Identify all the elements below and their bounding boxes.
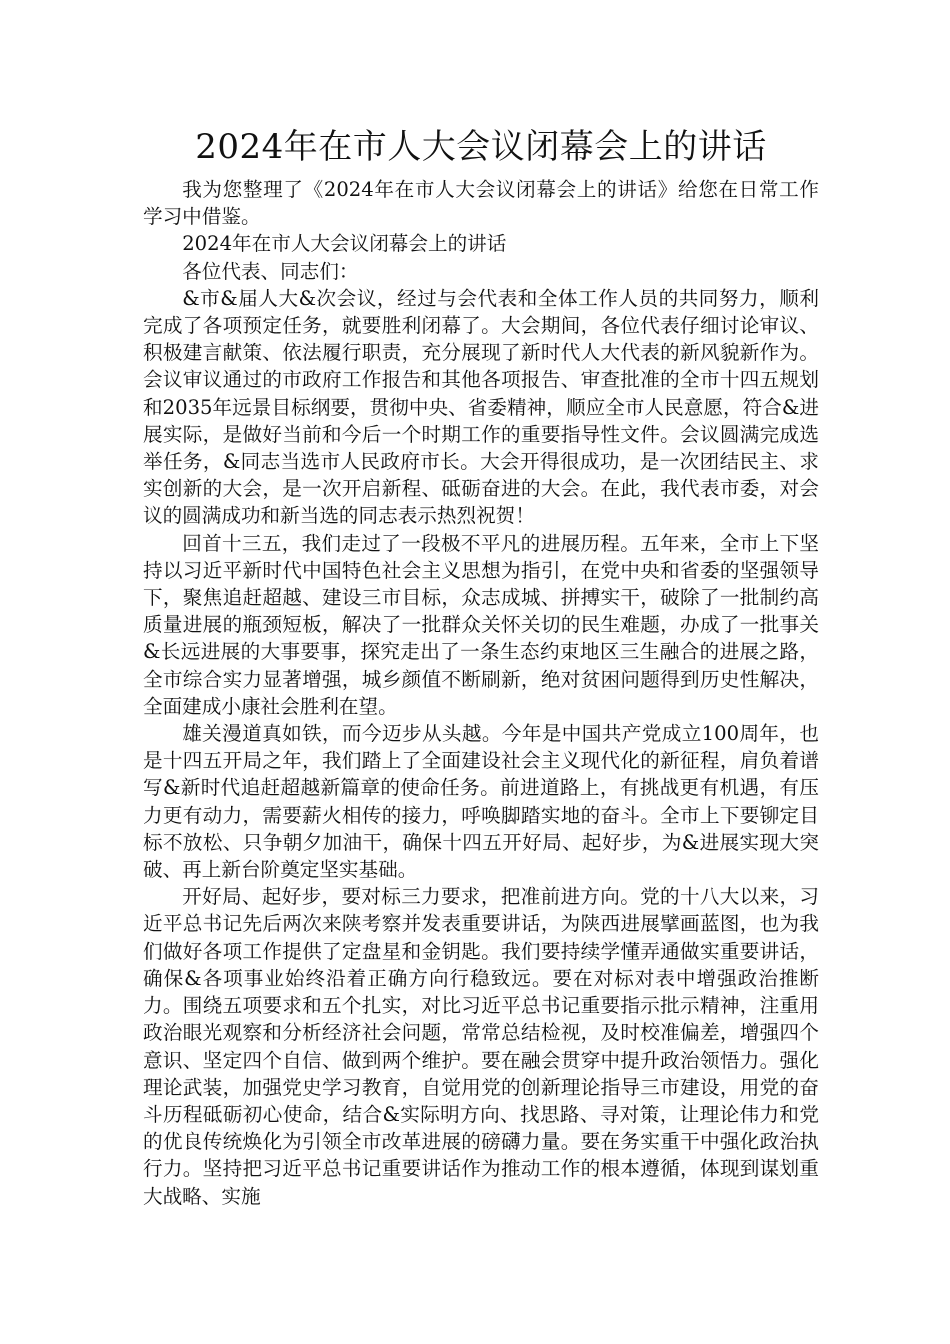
body-paragraph-3: 雄关漫道真如铁，而今迈步从头越。今年是中国共产党成立100周年，也是十四五开局之年，我们踏上了全面建设社会主义现代化的新征程，肩负着谱写&新时代追赶超越新篇章的使命任务。前进道路上，有挑战更有机遇，有压力更有动力，需要薪火相传的接力，呼唤脚踏实地的奋斗。全市上下要铆定目标不放松、只争朝夕加油干，确保十四五开好局、起好步，为&进展实现大突破、再上新台阶奠定坚实基础。 (143, 722, 819, 882)
greeting-line: 各位代表、同志们： (182, 259, 359, 283)
body-paragraph-4: 开好局、起好步，要对标三力要求，把准前进方向。党的十八大以来，习近平总书记先后两次来陕考察并发表重要讲话，为陕西进展擘画蓝图，也为我们做好各项工作提供了定盘星和金钥匙。我们要持续学懂弄通做实重要讲话，确保&各项事业始终沿着正确方向行稳致远。要在对标对表中增强政治推断力。围绕五项要求和五个扎实，对比习近平总书记重要指示批示精神，注重用政治眼光观察和分析经济社会问题，常常总结检视，及时校准偏差，增强四个意识、坚定四个自信、做到两个维护。要在融会贯穿中提升政治领悟力。强化理论武装，加强党史学习教育，自觉用党的创新理论指导三市建设，用党的奋斗历程砥砺初心使命，结合&实际明方向、找思路、寻对策，让理论伟力和党的优良传统焕化为引领全市改革进展的磅礴力量。要在务实重干中强化政治执行力。坚持把习近平总书记重要讲话作为推动工作的根本遵循，体现到谋划重大战略、实施 (143, 885, 819, 1208)
intro-paragraph: 我为您整理了《2024年在市人大会议闭幕会上的讲话》给您在日常工作学习中借鉴。 (143, 178, 819, 229)
document-title: 2024年在市人大会议闭幕会上的讲话 (195, 127, 767, 167)
body-paragraph-2: 回首十三五，我们走过了一段极不平凡的进展历程。五年来，全市上下坚持以习近平新时代中国特色社会主义思想为指引，在党中央和省委的坚强领导下，聚焦追赶超越、建设三市目标，众志成城、拼搏实干，破除了一批制约高质量进展的瓶颈短板，解决了一批群众关怀关切的民生难题，办成了一批事关&长远进展的大事要事，探究走出了一条生态约束地区三生融合的进展之路，全市综合实力显著增强，城乡颜值不断刷新，绝对贫困问题得到历史性解决，全面建成小康社会胜利在望。 (143, 531, 819, 718)
document-page (143, 122, 819, 1210)
body-paragraph-1: &市&届人大&次会议，经过与会代表和全体工作人员的共同努力，顺利完成了各项预定任务，就要胜利闭幕了。大会期间，各位代表仔细讨论审议、积极建言献策、依法履行职责，充分展现了新时代人大代表的新风貌新作为。会议审议通过的市政府工作报告和其他各项报告、审查批准的全市十四五规划和2035年远景目标纲要，贯彻中央、省委精神，顺应全市人民意愿，符合&进展实际，是做好当前和今后一个时期工作的重要指导性文件。会议圆满完成选举任务，&同志当选市人民政府市长。大会开得很成功，是一次团结民主、求实创新的大会，是一次开启新程、砥砺奋进的大会。在此，我代表市委，对会议的圆满成功和新当选的同志表示热烈祝贺！ (143, 286, 819, 528)
document-subtitle: 2024年在市人大会议闭幕会上的讲话 (182, 232, 507, 256)
